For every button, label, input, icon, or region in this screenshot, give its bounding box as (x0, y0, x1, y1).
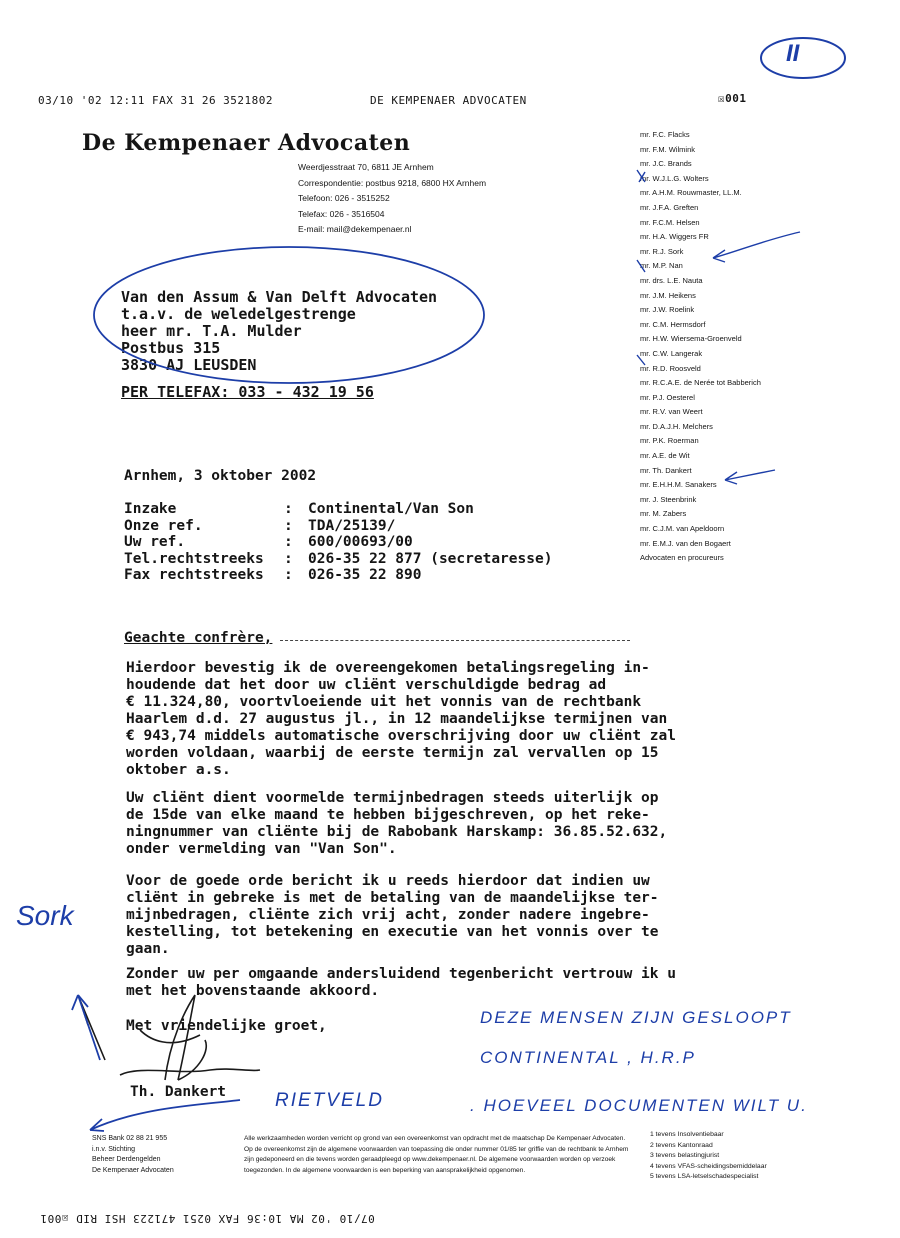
address-line: Weerdjesstraat 70, 6811 JE Arnhem (298, 162, 434, 172)
place-date: Arnhem, 3 oktober 2002 (124, 468, 317, 484)
address-line: Correspondentie: postbus 9218, 6800 HX Arnhem (298, 177, 487, 188)
partner-name: mr. D.A.J.H. Melchers (640, 421, 713, 431)
partner-name: mr. J.M. Heikens (640, 290, 696, 300)
partner-name: mr. E.M.J. van den Bogaert (640, 538, 731, 548)
reference-row (124, 501, 552, 518)
reference-separator: : (284, 517, 293, 534)
partner-name: mr. F.M. Wilmink (640, 144, 695, 154)
body-paragraph-3: Voor de goede orde bericht ik u reeds hierdoor dat indien uw cliënt in gebreke is met de betaling van de maandelijkse ter- mijnbedragen, cliënte zich vrij acht, zonder nadere ingebre- kestelling, tot betekening en executie van het vonnis over te gaan. (126, 873, 659, 957)
handwritten-note-name: RIETVELD (275, 1090, 384, 1111)
reference-separator: : (284, 534, 293, 550)
partner-name: mr. F.C. Flacks (640, 130, 690, 139)
footer-terms: Alle werkzaamheden worden verricht op grond van een overeenkomst van opdracht met de maatschap De Kempenaer Advocaten. Op de overeenkomst zijn de algemene voorwaarden van toepassing die onder nummer 01/85 ter griffie van de rechtbank te Arnhem zijn gedeponeerd en die tevens worden geraadpleegd op www.dekempenaer.nl. De algemene voorwaarden worden op verzoek toegezonden. In de algemene voorwaarden is een beperking van aansprakelijkheid opgenomen. (244, 1135, 629, 1174)
reference-value: 026-35 22 877 (secretaresse) (308, 550, 553, 567)
partner-name: mr. R.V. van Weert (640, 407, 703, 417)
partner-name: mr. E.H.H.M. Sanakers (640, 480, 717, 490)
reference-row (124, 534, 552, 551)
recipient-line: Postbus 315 (121, 339, 221, 357)
reference-value: Continental/Van Son (308, 501, 474, 517)
handwritten-roman-numeral: II (786, 40, 800, 67)
reference-table (124, 501, 552, 584)
footer-left-line: De Kempenaer Advocaten (92, 1166, 174, 1174)
reference-separator: : (284, 501, 293, 517)
partner-name: mr. A.E. de Wit (640, 451, 690, 461)
reference-separator: : (284, 567, 293, 583)
partner-name: mr. A.H.M. Rouwmaster, LL.M. (640, 188, 742, 198)
reference-label: Fax rechtstreeks (124, 567, 264, 583)
reference-value: 600/00693/00 (308, 534, 413, 550)
body-paragraph-1: Hierdoor bevestig ik de overeengekomen betalingsregeling in- houdende dat het door uw cliënt verschuldigde bedrag ad € 11.324,80, voortvloeiende uit het vonnis van de rechtbank Haarlem d.d. 27 augustus jl., in 12 maandelijkse termijnen van € 943,74 middels automatische overschrijving door uw cliënt zal worden voldaan, waarbij de eerste termijn zal vervallen op 15 oktober a.s. (126, 660, 676, 778)
pen-arrow-bottom (80, 1095, 250, 1135)
recipient-line: t.a.v. de weledelgestrenge (121, 305, 356, 323)
partner-name: mr. R.J. Sork (640, 246, 684, 256)
closing: Met vriendelijke groet, (126, 1018, 327, 1034)
footer-notes (650, 1130, 767, 1183)
footer-left-line: i.n.v. Stichting (92, 1145, 136, 1153)
reference-label: Inzake (124, 501, 177, 517)
reference-row (124, 567, 552, 584)
body-paragraph-4: Zonder uw per omgaande andersluidend tegenbericht vertrouw ik u met het bovenstaande akkoord. (126, 966, 676, 999)
footer-right-line: 2 tevens Kantonraad (650, 1141, 713, 1149)
fax-header-page: ☒001 (718, 92, 747, 105)
partner-name: mr. R.C.A.E. de Nerée tot Babberich (640, 378, 761, 388)
partner-name: mr. drs. L.E. Nauta (640, 275, 703, 285)
fax-noise-line (280, 640, 630, 641)
partner-name: Advocaten en procureurs (640, 553, 724, 563)
partner-name: mr. H.A. Wiggers FR (640, 232, 709, 242)
reference-row (124, 551, 552, 568)
footer-bank-details (92, 1134, 174, 1176)
recipient-circle (84, 240, 494, 390)
address-line: Telefax: 026 - 3516504 (298, 208, 385, 219)
reference-row (124, 518, 552, 535)
partner-name: mr. J.C. Brands (640, 159, 692, 169)
partner-name: mr. H.W. Wiersema-Groenveld (640, 334, 742, 344)
handwritten-note-2: CONTINENTAL , H.R.P (480, 1048, 696, 1067)
address-line: E-mail: mail@dekempenaer.nl (298, 224, 412, 234)
partner-name: mr. R.D. Roosveld (640, 363, 701, 373)
handwritten-note-1: DEZE MENSEN ZIJN GESLOOPT (480, 1008, 792, 1027)
reference-value: TDA/25139/ (308, 517, 396, 534)
footer-right-line: 5 tevens LSA-letselschadespecialist (650, 1173, 759, 1180)
fax-header-sender: DE KEMPENAER ADVOCATEN (370, 94, 527, 107)
reference-label: Onze ref. (124, 517, 203, 534)
footer-right-line: 4 tevens VFAS-scheidingsbemiddelaar (650, 1162, 767, 1170)
partner-name: mr. Th. Dankert (640, 465, 692, 475)
salutation: Geachte confrère, (124, 630, 273, 646)
footer-right-line: 3 tevens belastingjurist (650, 1152, 720, 1159)
fax-number-line: PER TELEFAX: 033 - 432 19 56 (121, 383, 374, 401)
pen-arrow-left (60, 985, 120, 1065)
fax-header-datetime: 03/10 '02 12:11 FAX 31 26 3521802 (38, 94, 274, 107)
signer-name: Th. Dankert (130, 1084, 227, 1100)
partner-name: mr. M.P. Nan (640, 261, 683, 271)
partner-name: mr. M. Zabers (640, 509, 687, 519)
partner-name: mr. C.M. Hermsdorf (640, 319, 706, 329)
handwritten-margin-name: Sork (16, 900, 74, 931)
partner-name: mr. J.F.A. Greften (640, 202, 699, 212)
partner-list-pen-marks (625, 160, 810, 490)
footer-left-line: Beheer Derdengelden (92, 1156, 161, 1163)
address-line: Telefoon: 026 - 3515252 (298, 193, 390, 203)
bottom-fax-header-mirrored: 07/10 '02 MA 10:36 FAX 0251 471223 HSI RID ☒001 (40, 1212, 375, 1225)
partner-name: mr. W.J.L.G. Wolters (640, 173, 709, 183)
reference-separator: : (284, 550, 293, 567)
partner-name: mr. J.W. Roelink (640, 305, 695, 315)
partner-name: mr. C.J.M. van Apeldoorn (640, 524, 725, 534)
partner-name: mr. C.W. Langerak (640, 348, 703, 358)
partner-name: mr. P.K. Roerman (640, 436, 699, 446)
recipient-line: heer mr. T.A. Mulder (121, 322, 302, 340)
handwritten-circle (755, 30, 855, 90)
partner-name: mr. P.J. Oesterel (640, 392, 695, 402)
firm-address-block (298, 160, 486, 238)
partner-name: mr. F.C.M. Helsen (640, 217, 700, 227)
reference-value: 026-35 22 890 (308, 567, 422, 583)
footer-left-line: SNS Bank 02 88 21 955 (92, 1135, 168, 1142)
firm-name: De Kempenaer Advocaten (82, 130, 411, 156)
recipient-line: 3830 AJ LEUSDEN (121, 356, 257, 374)
recipient-line: Van den Assum & Van Delft Advocaten (121, 288, 438, 306)
body-paragraph-2: Uw cliënt dient voormelde termijnbedragen steeds uiterlijk op de 15de van elke maand te hebben bijgeschreven, op het reke- ningnummer van cliënte bij de Rabobank Harskamp: 36.85.52.632, onder vermelding van "Van Son". (126, 790, 668, 857)
partner-name: mr. J. Steenbrink (640, 494, 697, 504)
handwritten-note-3: . HOEVEEL DOCUMENTEN WILT U. (470, 1096, 808, 1115)
reference-label: Uw ref. (124, 534, 186, 550)
footer-right-line: 1 tevens Insolventiebaar (650, 1131, 724, 1138)
reference-label: Tel.rechtstreeks (124, 550, 264, 567)
